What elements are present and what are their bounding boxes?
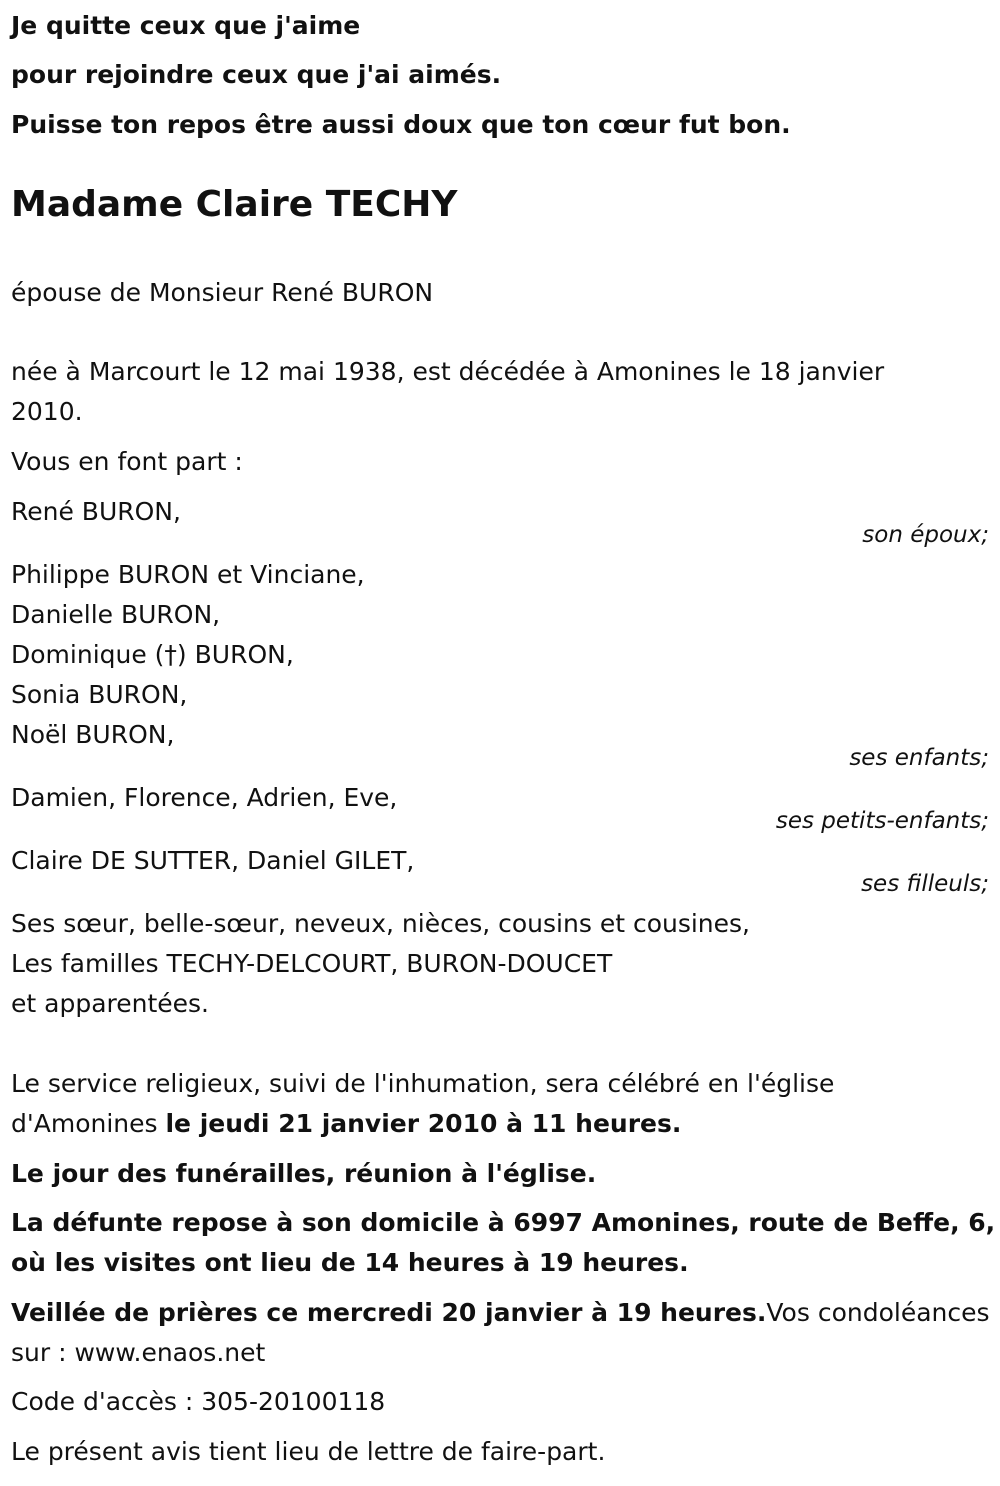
relatives-line-3: et apparentées. [11, 989, 209, 1018]
birth-death-line-1: née à Marcourt le 12 mai 1938, est décédée à Amonines le 18 janvier [11, 357, 885, 386]
rest-line-1: La défunte repose à son domicile à 6997 Amonines, route de Beffe, 6, [11, 1208, 996, 1237]
epigraph-line-2: pour rejoindre ceux que j'ai aimés. [11, 60, 502, 89]
role-godchildren: ses filleuls; [861, 871, 989, 897]
condolences-site: sur : www.enaos.net [11, 1338, 266, 1367]
relatives-line-1: Ses sœur, belle-sœur, neveux, nièces, cousins et cousines, [11, 909, 751, 938]
child-1: Philippe BURON et Vinciane, [11, 560, 365, 589]
service-date: le jeudi 21 janvier 2010 à 11 heures. [165, 1109, 682, 1138]
access-code: Code d'accès : 305-20100118 [11, 1387, 386, 1416]
child-3: Dominique (†) BURON, [11, 640, 294, 669]
epigraph-line-1: Je quitte ceux que j'aime [11, 11, 361, 40]
intro-line: Vous en font part : [11, 447, 243, 476]
relatives-line-2: Les familles TECHY-DELCOURT, BURON-DOUCET [11, 949, 613, 978]
closing-line: Le présent avis tient lieu de lettre de faire-part. [11, 1437, 606, 1466]
role-children: ses enfants; [849, 745, 989, 771]
vigil-date: Veillée de prières ce mercredi 20 janvier à 19 heures. [11, 1298, 767, 1327]
child-2: Danielle BURON, [11, 600, 221, 629]
service-line-1: Le service religieux, suivi de l'inhumation, sera célébré en l'église [11, 1069, 835, 1098]
grandchildren: Damien, Florence, Adrien, Eve, [11, 783, 398, 812]
birth-death-line-2: 2010. [11, 397, 83, 426]
spouse-line: épouse de Monsieur René BURON [11, 278, 434, 307]
condolences-label: Vos condoléances [766, 1298, 990, 1327]
deceased-name: Madame Claire TECHY [11, 184, 458, 225]
role-grandchildren: ses petits-enfants; [775, 808, 989, 834]
godchildren: Claire DE SUTTER, Daniel GILET, [11, 846, 415, 875]
rest-line-2: où les visites ont lieu de 14 heures à 19 heures. [11, 1248, 689, 1277]
vigil-line-1 [11, 1293, 990, 1333]
role-spouse: son époux; [862, 522, 989, 548]
epigraph-line-3: Puisse ton repos être aussi doux que ton cœur fut bon. [11, 110, 791, 139]
service-location: d'Amonines [11, 1109, 166, 1138]
child-4: Sonia BURON, [11, 680, 188, 709]
meeting-line: Le jour des funérailles, réunion à l'église. [11, 1159, 597, 1188]
service-line-2 [11, 1104, 681, 1144]
child-5: Noël BURON, [11, 720, 175, 749]
family-spouse: René BURON, [11, 497, 181, 526]
